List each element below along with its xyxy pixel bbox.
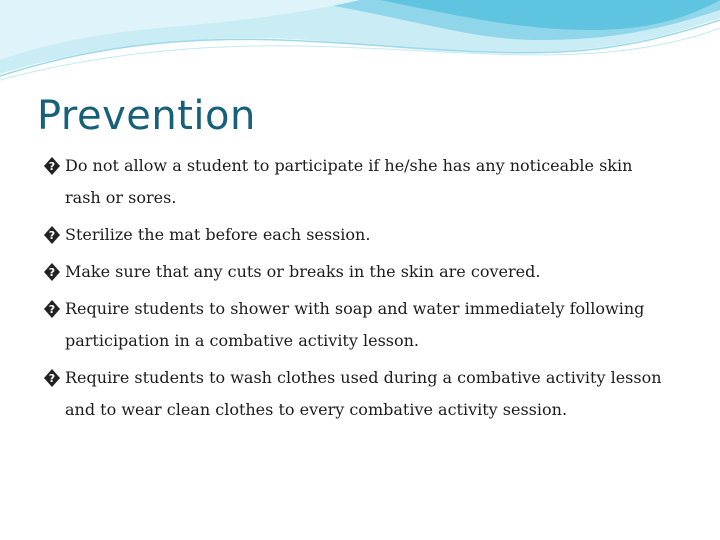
bullet-text: Do not allow a student to participate if he/she has any noticeable skin rash or sores.: [65, 156, 633, 207]
bullet-text: Require students to wash clothes used during a combative activity lesson and to wear clean clothes to every combative activity session.: [65, 368, 662, 419]
svg-text:?: ?: [48, 303, 56, 316]
bullet-list: [44, 150, 668, 431]
svg-text:?: ?: [48, 229, 56, 242]
bullet-text: Make sure that any cuts or breaks in the skin are covered.: [65, 262, 541, 281]
bullet-item: [44, 150, 668, 214]
bullet-text: Require students to shower with soap and water immediately following participation in a combative activity lesson.: [65, 299, 645, 350]
header-wave-decoration: [0, 0, 720, 90]
bullet-item: [44, 293, 668, 357]
bullet-item: [44, 256, 668, 288]
bullet-item: [44, 362, 668, 426]
missing-glyph-icon: [44, 226, 60, 244]
svg-text:?: ?: [48, 372, 56, 385]
svg-text:?: ?: [48, 160, 56, 173]
missing-glyph-icon: [44, 157, 60, 175]
missing-glyph-icon: [44, 369, 60, 387]
missing-glyph-icon: [44, 300, 60, 318]
missing-glyph-icon: [44, 263, 60, 281]
svg-text:?: ?: [48, 266, 56, 279]
bullet-text: Sterilize the mat before each session.: [65, 225, 371, 244]
slide-title: Prevention: [37, 93, 256, 139]
bullet-item: [44, 219, 668, 251]
